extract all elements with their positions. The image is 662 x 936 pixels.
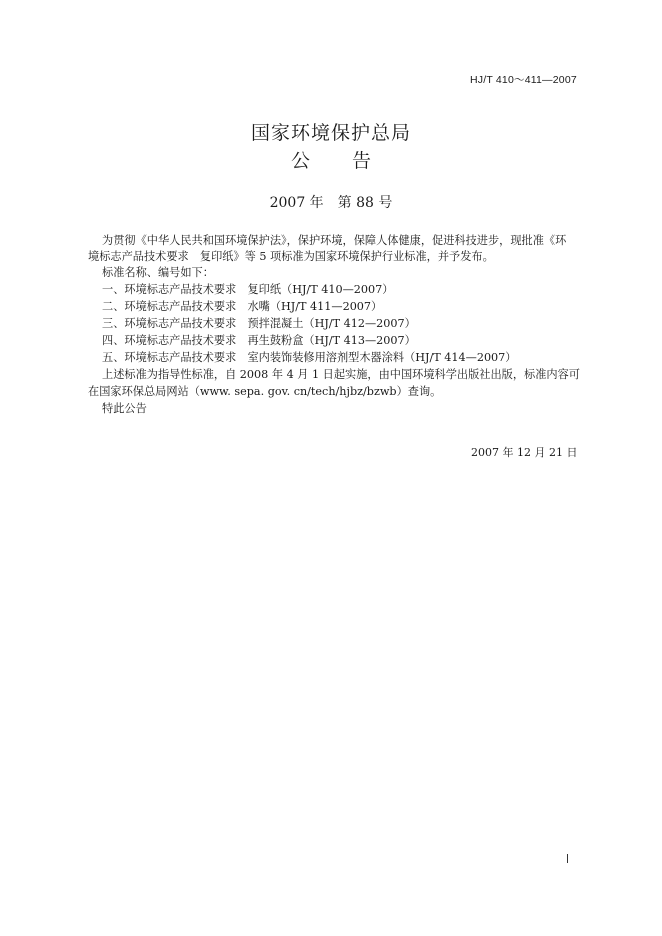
body-paragraph-line: 上述标准为指导性标准，自 2008 年 4 月 1 日起实施，由中国环境科学出版社出版，标准内容可 <box>102 368 580 381</box>
body-paragraph-line: 在国家环保总局网站（www. sepa. gov. cn/tech/hjbz/bzwb）查询。 <box>88 385 442 398</box>
list-item: 一、环境标志产品技术要求 复印纸（HJ/T 410—2007） <box>102 283 394 296</box>
body-paragraph-line: 为贯彻《中华人民共和国环境保护法》，保护环境，保障人体健康，促进科技进步，现批准《环 <box>102 234 567 247</box>
issue-date: 2007 年 12 月 21 日 <box>471 446 578 459</box>
list-item: 四、环境标志产品技术要求 再生鼓粉盒（HJ/T 413—2007） <box>102 334 416 347</box>
body-paragraph-line: 境标志产品技术要求 复印纸》等 5 项标准为国家环境保护行业标准，并予发布。 <box>88 250 494 263</box>
page-edge-mark <box>567 854 568 863</box>
issuing-agency: 国家环境保护总局 <box>250 122 411 144</box>
standard-code: HJ/T 410～411—2007 <box>470 74 577 86</box>
announcement-number: 2007 年 第 88 号 <box>269 195 393 211</box>
list-intro: 标准名称、编号如下： <box>102 266 214 279</box>
document-type: 公 告 <box>290 150 372 172</box>
closing-phrase: 特此公告 <box>102 402 147 415</box>
list-item: 二、环境标志产品技术要求 水嘴（HJ/T 411—2007） <box>102 300 383 313</box>
list-item: 三、环境标志产品技术要求 预拌混凝土（HJ/T 412—2007） <box>102 317 416 330</box>
list-item: 五、环境标志产品技术要求 室内装饰装修用溶剂型木器涂料（HJ/T 414—2007） <box>102 351 517 364</box>
